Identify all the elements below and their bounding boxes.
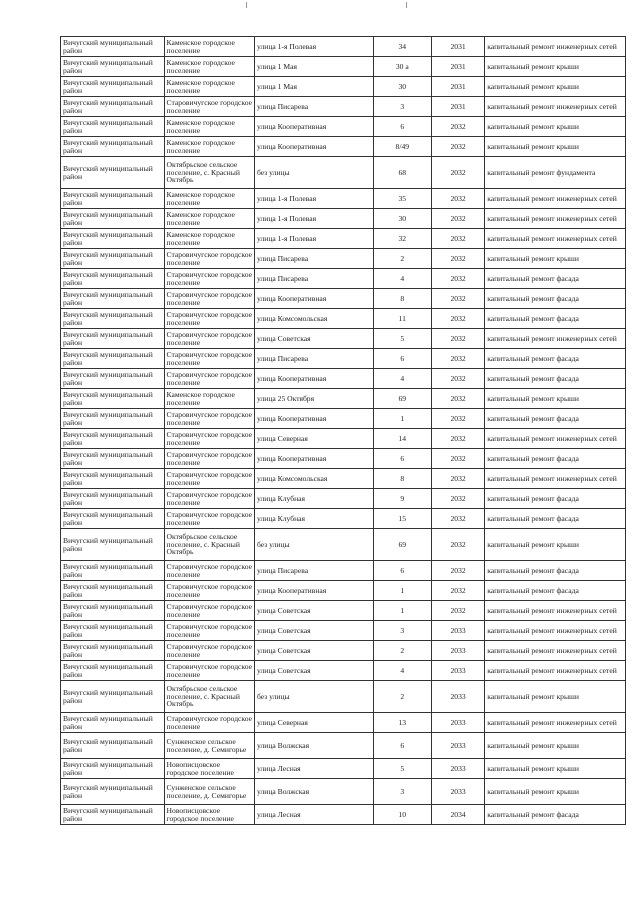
- settlement-cell: Старовичугское городское поселение: [164, 429, 254, 449]
- street-cell: улица Клубная: [255, 509, 374, 529]
- street-cell: улица Советская: [255, 621, 374, 641]
- house-number-cell: 6: [373, 733, 431, 759]
- municipality-cell: Вичугский муниципальный район: [61, 449, 165, 469]
- year-cell: 2032: [431, 581, 484, 601]
- table-row: [61, 409, 626, 429]
- table-row: [61, 157, 626, 189]
- municipality-cell: Вичугский муниципальный район: [61, 37, 165, 57]
- table-row: [61, 189, 626, 209]
- street-cell: без улицы: [255, 157, 374, 189]
- year-cell: 2032: [431, 269, 484, 289]
- house-number-cell: 3: [373, 779, 431, 805]
- house-number-cell: 69: [373, 529, 431, 561]
- work-type-cell: капитальный ремонт инженерных сетей: [485, 97, 626, 117]
- work-type-cell: капитальный ремонт инженерных сетей: [485, 469, 626, 489]
- house-number-cell: 5: [373, 759, 431, 779]
- street-cell: улица 1-я Полевая: [255, 229, 374, 249]
- work-type-cell: капитальный ремонт крыши: [485, 733, 626, 759]
- work-type-cell: капитальный ремонт крыши: [485, 779, 626, 805]
- street-cell: улица Советская: [255, 661, 374, 681]
- year-cell: 2031: [431, 77, 484, 97]
- municipality-cell: Вичугский муниципальный район: [61, 189, 165, 209]
- house-number-cell: 1: [373, 601, 431, 621]
- street-cell: улица Лесная: [255, 759, 374, 779]
- municipality-cell: Вичугский муниципальный район: [61, 509, 165, 529]
- house-number-cell: 6: [373, 117, 431, 137]
- work-type-cell: капитальный ремонт фасада: [485, 289, 626, 309]
- street-cell: улица Писарева: [255, 249, 374, 269]
- work-type-cell: капитальный ремонт фасада: [485, 409, 626, 429]
- year-cell: 2032: [431, 429, 484, 449]
- table-row: [61, 779, 626, 805]
- table-row: [61, 489, 626, 509]
- house-number-cell: 35: [373, 189, 431, 209]
- work-type-cell: капитальный ремонт инженерных сетей: [485, 209, 626, 229]
- table-row: [61, 681, 626, 713]
- year-cell: 2032: [431, 189, 484, 209]
- work-type-cell: капитальный ремонт фасада: [485, 309, 626, 329]
- municipality-cell: Вичугский муниципальный район: [61, 681, 165, 713]
- house-number-cell: 8: [373, 469, 431, 489]
- house-number-cell: 2: [373, 681, 431, 713]
- table-row: [61, 509, 626, 529]
- street-cell: улица Писарева: [255, 561, 374, 581]
- settlement-cell: Каменское городское поселение: [164, 389, 254, 409]
- street-cell: улица Северная: [255, 429, 374, 449]
- municipality-cell: Вичугский муниципальный район: [61, 733, 165, 759]
- municipality-cell: Вичугский муниципальный район: [61, 249, 165, 269]
- year-cell: 2032: [431, 409, 484, 429]
- year-cell: 2033: [431, 621, 484, 641]
- year-cell: 2032: [431, 561, 484, 581]
- street-cell: улица 1-я Полевая: [255, 189, 374, 209]
- table-row: [61, 805, 626, 825]
- municipality-cell: Вичугский муниципальный район: [61, 469, 165, 489]
- street-cell: улица Клубная: [255, 489, 374, 509]
- work-type-cell: капитальный ремонт фасада: [485, 449, 626, 469]
- settlement-cell: Старовичугское городское поселение: [164, 601, 254, 621]
- year-cell: 2032: [431, 249, 484, 269]
- year-cell: 2032: [431, 601, 484, 621]
- work-type-cell: капитальный ремонт крыши: [485, 529, 626, 561]
- municipality-cell: Вичугский муниципальный район: [61, 157, 165, 189]
- year-cell: 2031: [431, 57, 484, 77]
- municipality-cell: Вичугский муниципальный район: [61, 329, 165, 349]
- year-cell: 2032: [431, 329, 484, 349]
- work-type-cell: капитальный ремонт крыши: [485, 77, 626, 97]
- settlement-cell: Старовичугское городское поселение: [164, 469, 254, 489]
- work-type-cell: капитальный ремонт крыши: [485, 249, 626, 269]
- table-row: [61, 329, 626, 349]
- municipality-cell: Вичугский муниципальный район: [61, 137, 165, 157]
- street-cell: улица 1 Мая: [255, 57, 374, 77]
- table-row: [61, 37, 626, 57]
- settlement-cell: Старовичугское городское поселение: [164, 369, 254, 389]
- settlement-cell: Каменское городское поселение: [164, 137, 254, 157]
- work-type-cell: капитальный ремонт инженерных сетей: [485, 429, 626, 449]
- house-number-cell: 3: [373, 621, 431, 641]
- street-cell: улица Комсомольская: [255, 469, 374, 489]
- year-cell: 2032: [431, 449, 484, 469]
- settlement-cell: Старовичугское городское поселение: [164, 409, 254, 429]
- table-row: [61, 621, 626, 641]
- year-cell: 2033: [431, 681, 484, 713]
- street-cell: улица 1-я Полевая: [255, 209, 374, 229]
- municipality-cell: Вичугский муниципальный район: [61, 601, 165, 621]
- work-type-cell: капитальный ремонт инженерных сетей: [485, 329, 626, 349]
- street-cell: улица Советская: [255, 641, 374, 661]
- work-type-cell: капитальный ремонт крыши: [485, 681, 626, 713]
- work-type-cell: капитальный ремонт инженерных сетей: [485, 641, 626, 661]
- year-cell: 2032: [431, 469, 484, 489]
- settlement-cell: Каменское городское поселение: [164, 57, 254, 77]
- municipality-cell: Вичугский муниципальный район: [61, 229, 165, 249]
- year-cell: 2032: [431, 209, 484, 229]
- work-type-cell: капитальный ремонт крыши: [485, 57, 626, 77]
- house-number-cell: 2: [373, 249, 431, 269]
- table-row: [61, 449, 626, 469]
- street-cell: улица Кооперативная: [255, 117, 374, 137]
- settlement-cell: Старовичугское городское поселение: [164, 329, 254, 349]
- municipality-cell: Вичугский муниципальный район: [61, 309, 165, 329]
- year-cell: 2032: [431, 389, 484, 409]
- work-type-cell: капитальный ремонт фасада: [485, 581, 626, 601]
- municipality-cell: Вичугский муниципальный район: [61, 489, 165, 509]
- street-cell: улица 1-я Полевая: [255, 37, 374, 57]
- settlement-cell: Каменское городское поселение: [164, 117, 254, 137]
- settlement-cell: Каменское городское поселение: [164, 189, 254, 209]
- document-page: [60, 36, 626, 825]
- street-cell: улица Советская: [255, 329, 374, 349]
- house-number-cell: 69: [373, 389, 431, 409]
- table-row: [61, 561, 626, 581]
- house-number-cell: 15: [373, 509, 431, 529]
- table-row: [61, 713, 626, 733]
- settlement-cell: Старовичугское городское поселение: [164, 713, 254, 733]
- work-type-cell: капитальный ремонт инженерных сетей: [485, 601, 626, 621]
- table-row: [61, 469, 626, 489]
- work-type-cell: капитальный ремонт инженерных сетей: [485, 189, 626, 209]
- work-type-cell: капитальный ремонт фасада: [485, 561, 626, 581]
- house-number-cell: 4: [373, 661, 431, 681]
- scan-mark: [246, 2, 247, 8]
- capital-repair-table: [60, 36, 626, 825]
- settlement-cell: Старовичугское городское поселение: [164, 289, 254, 309]
- year-cell: 2034: [431, 805, 484, 825]
- municipality-cell: Вичугский муниципальный район: [61, 289, 165, 309]
- work-type-cell: капитальный ремонт фасада: [485, 805, 626, 825]
- work-type-cell: капитальный ремонт фасада: [485, 369, 626, 389]
- year-cell: 2033: [431, 779, 484, 805]
- table-row: [61, 117, 626, 137]
- house-number-cell: 8: [373, 289, 431, 309]
- work-type-cell: капитальный ремонт фасада: [485, 349, 626, 369]
- house-number-cell: 2: [373, 641, 431, 661]
- house-number-cell: 3: [373, 97, 431, 117]
- street-cell: улица 1 Мая: [255, 77, 374, 97]
- house-number-cell: 5: [373, 329, 431, 349]
- house-number-cell: 68: [373, 157, 431, 189]
- house-number-cell: 1: [373, 409, 431, 429]
- settlement-cell: Старовичугское городское поселение: [164, 489, 254, 509]
- settlement-cell: Октябрьское сельское поселение, с. Красный Октябрь: [164, 157, 254, 189]
- settlement-cell: Каменское городское поселение: [164, 37, 254, 57]
- house-number-cell: 4: [373, 369, 431, 389]
- street-cell: улица Кооперативная: [255, 369, 374, 389]
- settlement-cell: Старовичугское городское поселение: [164, 269, 254, 289]
- street-cell: улица Писарева: [255, 349, 374, 369]
- work-type-cell: капитальный ремонт крыши: [485, 117, 626, 137]
- municipality-cell: Вичугский муниципальный район: [61, 97, 165, 117]
- settlement-cell: Старовичугское городское поселение: [164, 641, 254, 661]
- year-cell: 2032: [431, 157, 484, 189]
- street-cell: улица Писарева: [255, 269, 374, 289]
- house-number-cell: 34: [373, 37, 431, 57]
- municipality-cell: Вичугский муниципальный район: [61, 581, 165, 601]
- table-row: [61, 137, 626, 157]
- settlement-cell: Сунженское сельское поселение, д. Семигорье: [164, 779, 254, 805]
- year-cell: 2032: [431, 529, 484, 561]
- year-cell: 2032: [431, 509, 484, 529]
- settlement-cell: Старовичугское городское поселение: [164, 97, 254, 117]
- work-type-cell: капитальный ремонт инженерных сетей: [485, 229, 626, 249]
- municipality-cell: Вичугский муниципальный район: [61, 209, 165, 229]
- street-cell: улица 25 Октября: [255, 389, 374, 409]
- table-row: [61, 309, 626, 329]
- house-number-cell: 1: [373, 581, 431, 601]
- year-cell: 2032: [431, 349, 484, 369]
- municipality-cell: Вичугский муниципальный район: [61, 779, 165, 805]
- street-cell: улица Кооперативная: [255, 581, 374, 601]
- year-cell: 2033: [431, 759, 484, 779]
- work-type-cell: капитальный ремонт крыши: [485, 759, 626, 779]
- house-number-cell: 8/49: [373, 137, 431, 157]
- settlement-cell: Старовичугское городское поселение: [164, 449, 254, 469]
- street-cell: улица Кооперативная: [255, 409, 374, 429]
- table-row: [61, 349, 626, 369]
- table-row: [61, 229, 626, 249]
- table-row: [61, 429, 626, 449]
- work-type-cell: капитальный ремонт крыши: [485, 137, 626, 157]
- table-row: [61, 529, 626, 561]
- municipality-cell: Вичугский муниципальный район: [61, 529, 165, 561]
- street-cell: улица Лесная: [255, 805, 374, 825]
- table-row: [61, 661, 626, 681]
- street-cell: улица Волжская: [255, 779, 374, 805]
- house-number-cell: 30: [373, 209, 431, 229]
- municipality-cell: Вичугский муниципальный район: [61, 805, 165, 825]
- year-cell: 2032: [431, 229, 484, 249]
- work-type-cell: капитальный ремонт фасада: [485, 269, 626, 289]
- year-cell: 2032: [431, 289, 484, 309]
- work-type-cell: капитальный ремонт крыши: [485, 389, 626, 409]
- work-type-cell: капитальный ремонт фундамента: [485, 157, 626, 189]
- municipality-cell: Вичугский муниципальный район: [61, 349, 165, 369]
- table-row: [61, 389, 626, 409]
- scan-mark: [406, 2, 407, 8]
- work-type-cell: капитальный ремонт инженерных сетей: [485, 37, 626, 57]
- year-cell: 2033: [431, 713, 484, 733]
- settlement-cell: Октябрьское сельское поселение, с. Красный Октябрь: [164, 529, 254, 561]
- year-cell: 2031: [431, 97, 484, 117]
- house-number-cell: 30 а: [373, 57, 431, 77]
- settlement-cell: Старовичугское городское поселение: [164, 581, 254, 601]
- settlement-cell: Новописцовское городское поселение: [164, 759, 254, 779]
- street-cell: улица Писарева: [255, 97, 374, 117]
- house-number-cell: 6: [373, 449, 431, 469]
- table-row: [61, 369, 626, 389]
- settlement-cell: Старовичугское городское поселение: [164, 561, 254, 581]
- municipality-cell: Вичугский муниципальный район: [61, 759, 165, 779]
- municipality-cell: Вичугский муниципальный район: [61, 57, 165, 77]
- municipality-cell: Вичугский муниципальный район: [61, 269, 165, 289]
- table-row: [61, 77, 626, 97]
- work-type-cell: капитальный ремонт инженерных сетей: [485, 661, 626, 681]
- table-row: [61, 97, 626, 117]
- settlement-cell: Старовичугское городское поселение: [164, 509, 254, 529]
- house-number-cell: 6: [373, 561, 431, 581]
- year-cell: 2032: [431, 117, 484, 137]
- street-cell: улица Кооперативная: [255, 137, 374, 157]
- house-number-cell: 10: [373, 805, 431, 825]
- street-cell: улица Кооперативная: [255, 289, 374, 309]
- street-cell: улица Северная: [255, 713, 374, 733]
- house-number-cell: 4: [373, 269, 431, 289]
- municipality-cell: Вичугский муниципальный район: [61, 77, 165, 97]
- table-row: [61, 269, 626, 289]
- year-cell: 2032: [431, 489, 484, 509]
- municipality-cell: Вичугский муниципальный район: [61, 369, 165, 389]
- house-number-cell: 6: [373, 349, 431, 369]
- street-cell: улица Волжская: [255, 733, 374, 759]
- municipality-cell: Вичугский муниципальный район: [61, 561, 165, 581]
- settlement-cell: Сунженское сельское поселение, д. Семигорье: [164, 733, 254, 759]
- settlement-cell: Старовичугское городское поселение: [164, 249, 254, 269]
- table-row: [61, 601, 626, 621]
- settlement-cell: Каменское городское поселение: [164, 209, 254, 229]
- house-number-cell: 11: [373, 309, 431, 329]
- work-type-cell: капитальный ремонт инженерных сетей: [485, 713, 626, 733]
- municipality-cell: Вичугский муниципальный район: [61, 389, 165, 409]
- settlement-cell: Каменское городское поселение: [164, 229, 254, 249]
- settlement-cell: Старовичугское городское поселение: [164, 309, 254, 329]
- street-cell: улица Комсомольская: [255, 309, 374, 329]
- street-cell: улица Советская: [255, 601, 374, 621]
- municipality-cell: Вичугский муниципальный район: [61, 117, 165, 137]
- municipality-cell: Вичугский муниципальный район: [61, 661, 165, 681]
- municipality-cell: Вичугский муниципальный район: [61, 641, 165, 661]
- table-row: [61, 249, 626, 269]
- table-row: [61, 581, 626, 601]
- street-cell: без улицы: [255, 681, 374, 713]
- street-cell: без улицы: [255, 529, 374, 561]
- house-number-cell: 14: [373, 429, 431, 449]
- settlement-cell: Октябрьское сельское поселение, с. Красный Октябрь: [164, 681, 254, 713]
- street-cell: улица Кооперативная: [255, 449, 374, 469]
- settlement-cell: Каменское городское поселение: [164, 77, 254, 97]
- year-cell: 2033: [431, 733, 484, 759]
- work-type-cell: капитальный ремонт фасада: [485, 489, 626, 509]
- house-number-cell: 32: [373, 229, 431, 249]
- year-cell: 2033: [431, 641, 484, 661]
- table-row: [61, 733, 626, 759]
- settlement-cell: Старовичугское городское поселение: [164, 661, 254, 681]
- settlement-cell: Старовичугское городское поселение: [164, 621, 254, 641]
- house-number-cell: 30: [373, 77, 431, 97]
- table-row: [61, 57, 626, 77]
- municipality-cell: Вичугский муниципальный район: [61, 409, 165, 429]
- year-cell: 2032: [431, 309, 484, 329]
- municipality-cell: Вичугский муниципальный район: [61, 621, 165, 641]
- municipality-cell: Вичугский муниципальный район: [61, 713, 165, 733]
- table-row: [61, 209, 626, 229]
- municipality-cell: Вичугский муниципальный район: [61, 429, 165, 449]
- table-row: [61, 759, 626, 779]
- year-cell: 2033: [431, 661, 484, 681]
- year-cell: 2032: [431, 369, 484, 389]
- work-type-cell: капитальный ремонт фасада: [485, 509, 626, 529]
- work-type-cell: капитальный ремонт инженерных сетей: [485, 621, 626, 641]
- house-number-cell: 9: [373, 489, 431, 509]
- year-cell: 2032: [431, 137, 484, 157]
- table-row: [61, 641, 626, 661]
- house-number-cell: 13: [373, 713, 431, 733]
- table-row: [61, 289, 626, 309]
- settlement-cell: Старовичугское городское поселение: [164, 349, 254, 369]
- year-cell: 2031: [431, 37, 484, 57]
- settlement-cell: Новописцовское городское поселение: [164, 805, 254, 825]
